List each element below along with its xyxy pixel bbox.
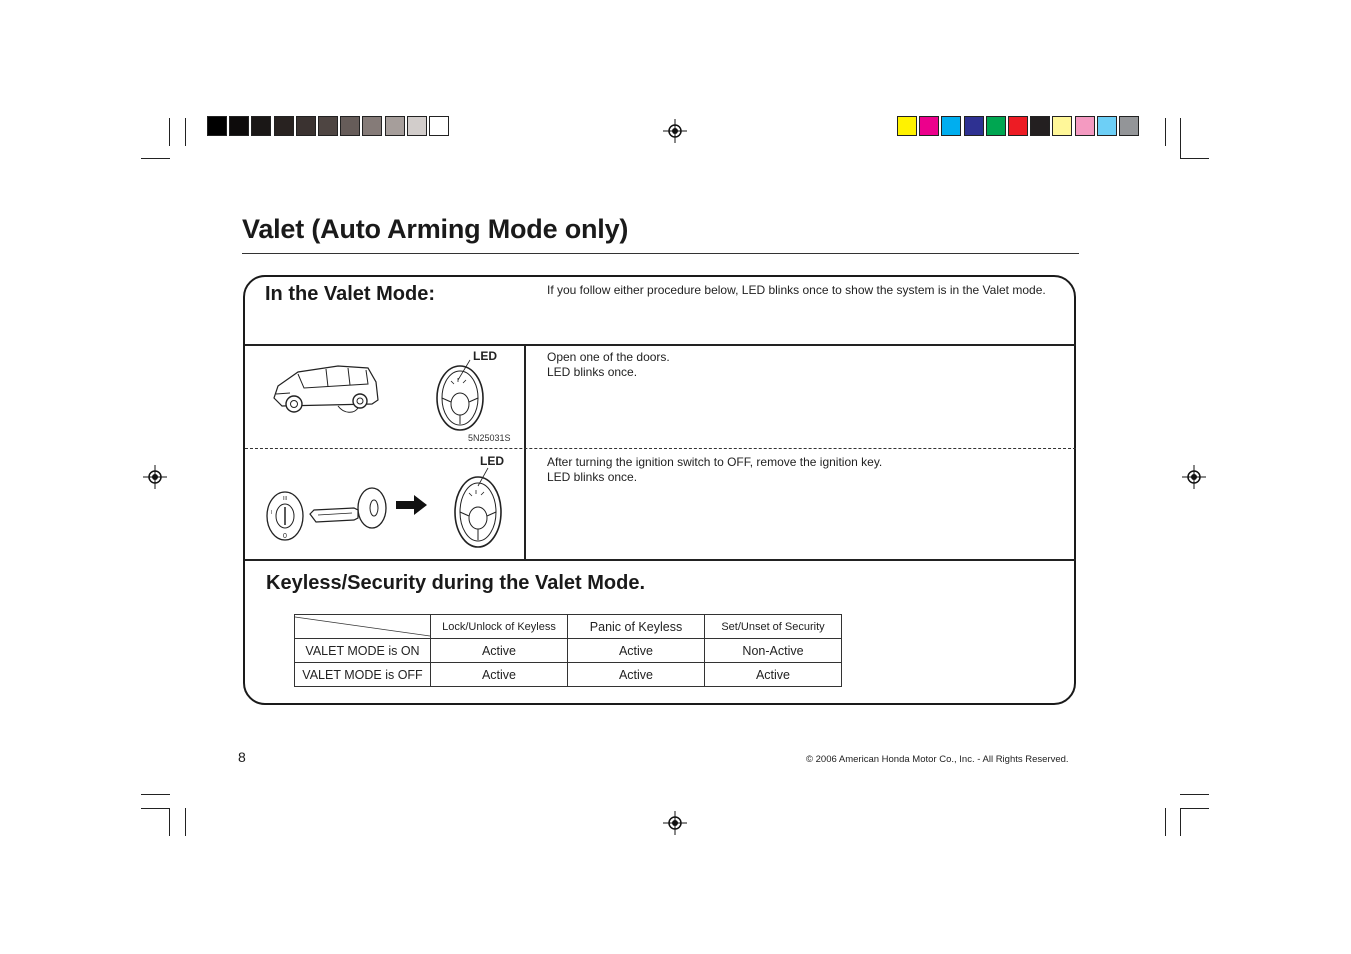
color-swatch xyxy=(986,116,1006,136)
procedure-2-line-1: After turning the ignition switch to OFF, remove the ignition key. xyxy=(547,455,883,469)
color-swatch xyxy=(1097,116,1117,136)
color-swatch xyxy=(207,116,227,136)
color-swatch xyxy=(229,116,249,136)
valet-mode-heading: In the Valet Mode: xyxy=(265,283,436,305)
page-title: Valet (Auto Arming Mode only) xyxy=(242,214,629,244)
table-cell: Active xyxy=(431,663,568,687)
steering-wheel-led-illustration xyxy=(430,358,490,436)
table-cell: Active xyxy=(568,639,705,663)
row-label: VALET MODE is OFF xyxy=(295,663,431,687)
column-header: Set/Unset of Security xyxy=(705,615,842,639)
table-corner-cell xyxy=(295,615,431,639)
keyless-security-heading: Keyless/Security during the Valet Mode. xyxy=(266,572,646,594)
color-swatch xyxy=(919,116,939,136)
color-swatch xyxy=(941,116,961,136)
column-header: Lock/Unlock of Keyless xyxy=(431,615,568,639)
ignition-key-icon xyxy=(308,486,388,530)
color-swatch xyxy=(1119,116,1139,136)
table-cell: Active xyxy=(568,663,705,687)
color-swatch xyxy=(1052,116,1072,136)
copyright-notice: © 2006 American Honda Motor Co., Inc. - All Rights Reserved. xyxy=(806,754,1069,765)
color-swatch xyxy=(296,116,316,136)
table-cell: Active xyxy=(705,663,842,687)
table-header-row xyxy=(295,615,842,639)
color-swatch xyxy=(274,116,294,136)
registration-mark-icon xyxy=(663,811,687,835)
arrow-right-icon xyxy=(396,494,428,516)
row-label: VALET MODE is ON xyxy=(295,639,431,663)
panel-divider xyxy=(245,559,1076,561)
color-swatch xyxy=(251,116,271,136)
keyless-security-table xyxy=(294,614,842,687)
color-swatch xyxy=(340,116,360,136)
valet-intro-text: If you follow either procedure below, LED blinks once to show the system is in the Valet mode. xyxy=(547,283,1046,297)
led-label: LED xyxy=(480,454,504,468)
svg-text:I: I xyxy=(271,510,273,516)
procedure-1-line-1: Open one of the doors. xyxy=(547,350,670,364)
procedure-2-line-2: LED blinks once. xyxy=(547,470,638,484)
led-label: LED xyxy=(473,349,497,363)
table-row xyxy=(295,639,842,663)
table-cell: Active xyxy=(431,639,568,663)
registration-mark-icon xyxy=(143,465,167,489)
table-cell: Non-Active xyxy=(705,639,842,663)
svg-text:III: III xyxy=(283,496,288,502)
color-swatch xyxy=(1075,116,1095,136)
color-swatch xyxy=(407,116,427,136)
column-header: Panic of Keyless xyxy=(568,615,705,639)
steering-wheel-led-illustration xyxy=(448,466,508,552)
ignition-switch-illustration xyxy=(265,490,305,542)
registration-mark-icon xyxy=(1182,465,1206,489)
figure-code: 5N25031S xyxy=(468,433,511,443)
color-swatch xyxy=(362,116,382,136)
page-number: 8 xyxy=(238,749,246,765)
color-swatch xyxy=(318,116,338,136)
svg-text:0: 0 xyxy=(283,533,287,540)
column-divider xyxy=(524,344,526,560)
color-swatch xyxy=(1030,116,1050,136)
color-swatch xyxy=(1008,116,1028,136)
procedure-1-line-2: LED blinks once. xyxy=(547,365,638,379)
car-door-open-illustration xyxy=(268,360,383,422)
dashed-divider xyxy=(245,448,1076,449)
color-swatch xyxy=(385,116,405,136)
color-swatch xyxy=(429,116,449,136)
color-swatch xyxy=(964,116,984,136)
color-swatch xyxy=(897,116,917,136)
title-rule xyxy=(242,253,1079,254)
panel-divider xyxy=(245,344,1076,346)
table-row xyxy=(295,663,842,687)
registration-mark-icon xyxy=(663,119,687,143)
